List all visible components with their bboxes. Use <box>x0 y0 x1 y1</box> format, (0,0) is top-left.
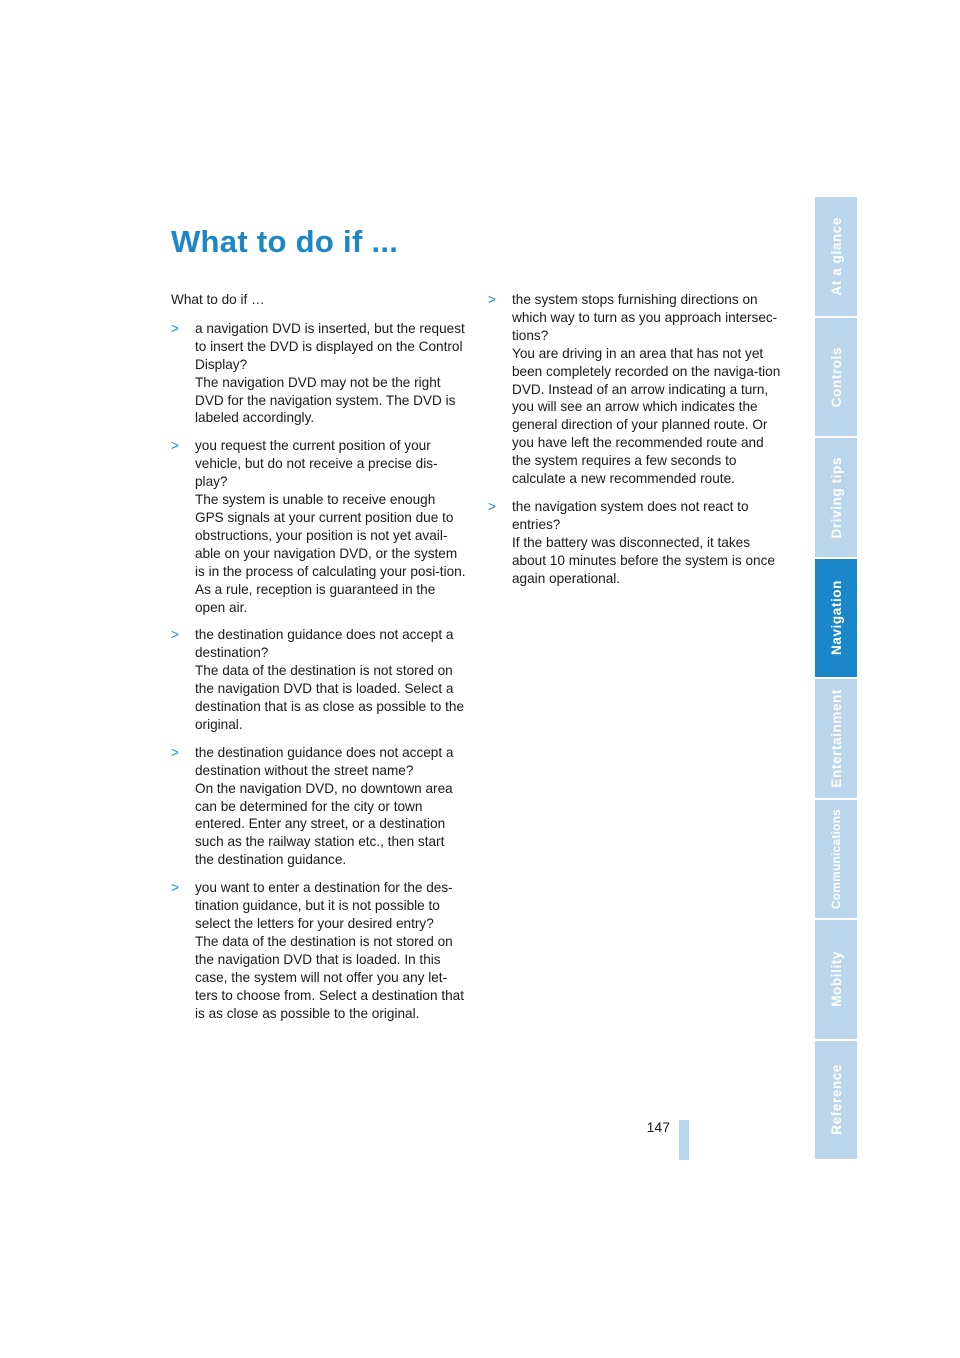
tab-label: At a glance <box>828 216 844 296</box>
intro-text: What to do if … <box>171 292 265 307</box>
left-column <box>171 291 466 1032</box>
tab-at-a-glance[interactable] <box>815 197 857 316</box>
list-item <box>171 320 466 427</box>
item-answer: If the battery was disconnected, it takes about 10 minutes before the system is once again operational. <box>512 534 775 586</box>
tab-label: Communications <box>829 808 843 909</box>
tab-reference[interactable] <box>815 1041 857 1160</box>
item-question: a navigation DVD is inserted, but the request to insert the DVD is displayed on the Control Display? <box>195 320 465 372</box>
list-item <box>171 744 466 869</box>
tab-navigation[interactable] <box>815 559 857 678</box>
page-title: What to do if ... <box>171 224 399 259</box>
list-item <box>171 879 466 1022</box>
tab-driving-tips[interactable] <box>815 438 857 557</box>
page-number-bar <box>679 1120 689 1160</box>
item-answer: The data of the destination is not stored on the navigation DVD that is loaded. In this case, the system will not offer you any let-ters to choose from. Select a destination that is as close as possible to the original. <box>195 933 465 1021</box>
tab-communications[interactable] <box>815 800 857 919</box>
tab-controls[interactable] <box>815 318 857 437</box>
bullet-marker: > <box>171 744 179 760</box>
item-answer: The data of the destination is not stored on the navigation DVD that is loaded. Select a destination that is as close as possible to the original. <box>195 663 465 732</box>
item-question: you request the current position of your vehicle, but do not receive a precise dis-play? <box>195 438 438 490</box>
item-answer: You are driving in an area that has not yet been completely recorded on the naviga-tion DVD. Instead of an arrow indicating a turn, you will see an arrow which indicates the general direction of your planned route. Or you have left the recommended route and the system requires a few seconds to calculate a new recommended route. <box>512 345 781 487</box>
bullet-marker: > <box>488 498 496 514</box>
item-question: the navigation system does not react to entries? <box>512 498 749 532</box>
tab-label: Mobility <box>828 951 844 1008</box>
list-item <box>171 626 466 733</box>
bullet-marker: > <box>171 438 179 454</box>
item-question: the destination guidance does not accept a destination without the street name? <box>195 744 454 778</box>
chapter-index <box>815 197 857 1161</box>
item-answer: On the navigation DVD, no downtown area can be determined for the city or town entered. Enter any street, or a destination such as the railway station etc., then start the destination guidance. <box>195 780 453 868</box>
item-question: the destination guidance does not accept a destination? <box>195 627 454 661</box>
bullet-marker: > <box>171 880 179 896</box>
bullet-marker: > <box>488 292 496 307</box>
item-answer: The navigation DVD may not be the right DVD for the navigation system. The DVD is labeled accordingly. <box>195 374 456 426</box>
bullet-marker: > <box>171 320 179 336</box>
tab-entertainment[interactable] <box>815 679 857 798</box>
right-column <box>488 291 783 598</box>
item-question: you want to enter a destination for the des-tination guidance, but it is not possible to select the letters for your desired entry? <box>195 880 453 931</box>
item-answer: The system is unable to receive enough GPS signals at your current position due to obstructions, your position is not yet avail-able on your navigation DVD, or the system is in the process of calculating your posi-tion. As a rule, reception is guaranteed in the open air. <box>195 492 466 615</box>
page-number: 147 <box>646 1119 670 1135</box>
tab-label: Driving tips <box>828 456 844 538</box>
list-item <box>488 498 783 588</box>
tab-label: Entertainment <box>828 688 844 788</box>
tab-mobility[interactable] <box>815 920 857 1039</box>
tab-label: Navigation <box>828 580 844 656</box>
list-item <box>171 437 466 616</box>
bullet-marker: > <box>171 627 179 643</box>
tab-label: Controls <box>828 346 844 407</box>
item-question: the system stops furnishing directions on which way to turn as you approach intersec-tions? <box>512 292 778 343</box>
list-item <box>488 291 783 488</box>
tab-label: Reference <box>828 1064 844 1136</box>
